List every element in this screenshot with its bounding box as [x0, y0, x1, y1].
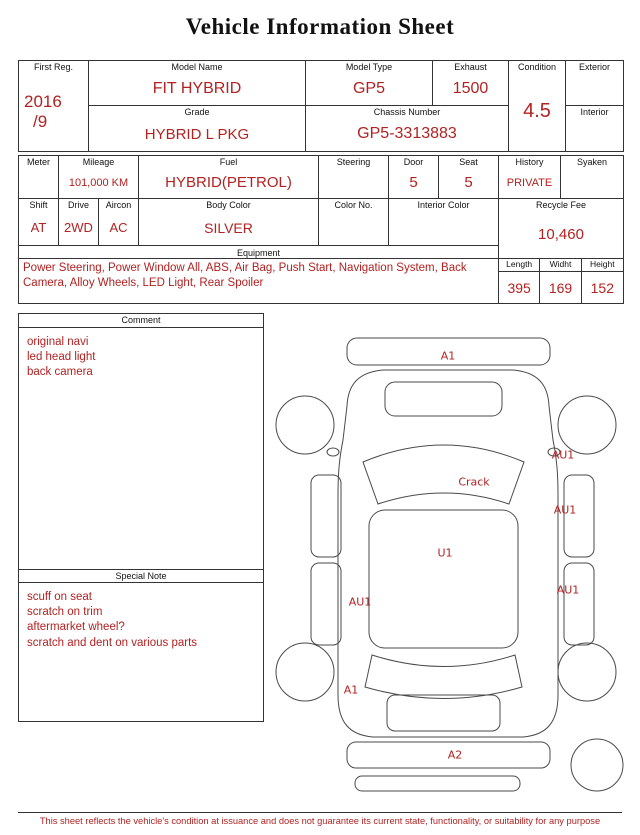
field-body-color [139, 199, 319, 246]
first-reg-label: First Reg. [33, 62, 73, 72]
width-label: Widht [540, 259, 581, 272]
mileage-value: 101,000 KM [68, 176, 129, 189]
chassis-number-value: GP5-3313883 [357, 125, 457, 142]
damage-label-right-front-door: AU1 [553, 503, 577, 517]
damage-label-left-rear-quarter: A1 [343, 683, 359, 697]
height-value: 152 [590, 279, 614, 296]
model-type-label: Model Type [345, 62, 393, 72]
car-outline-shapes [276, 338, 623, 791]
color-no-value [319, 210, 388, 245]
left-front-door-panel [311, 475, 341, 557]
color-no-label: Color No. [334, 200, 373, 210]
interior-value [566, 117, 623, 151]
vehicle-info-table-bottom [18, 155, 624, 304]
field-fuel [139, 156, 319, 199]
first-reg-year: 2016 [24, 91, 62, 111]
drive-value: 2WD [64, 220, 93, 235]
special-note-line: scratch on trim [27, 606, 103, 619]
comment-line: back camera [27, 366, 93, 379]
field-interior-color [389, 199, 499, 246]
damage-label-right-front-fender: AU1 [551, 448, 575, 462]
right-rear-door-panel [564, 563, 594, 645]
exhaust-value: 1500 [452, 79, 489, 97]
car-diagram-svg [265, 310, 640, 800]
footer-disclaimer: This sheet reflects the vehicle's condition at issuance and does not guarantee its current state, functionality, or suitability for any purpose [39, 816, 601, 826]
field-drive [59, 199, 99, 246]
model-name-value: FIT HYBRID [152, 79, 242, 97]
roof-shape [369, 510, 518, 648]
field-chassis-number [306, 106, 509, 151]
field-grade [89, 106, 306, 151]
width-value: 169 [540, 272, 581, 303]
comment-box [18, 313, 264, 722]
mileage-label: Mileage [82, 157, 115, 167]
windshield-shape [363, 445, 524, 504]
field-door [389, 156, 439, 199]
fuel-value: HYBRID(PETROL) [165, 174, 292, 191]
recycle-fee-label: Recycle Fee [535, 200, 587, 210]
comment-body [19, 328, 263, 569]
field-condition [509, 61, 566, 151]
damage-label-left-rear-door: AU1 [348, 595, 372, 609]
aircon-label: Aircon [105, 200, 132, 210]
field-first-reg [19, 61, 89, 151]
dimensions-table [499, 259, 623, 303]
page-title: Vehicle Information Sheet [185, 14, 455, 39]
damage-labels [344, 350, 580, 762]
damage-label-right-rear-door: AU1 [556, 583, 580, 597]
damage-label-floor: U1 [437, 546, 453, 560]
door-value: 5 [409, 174, 418, 191]
special-note-header: Special Note [19, 569, 263, 583]
condition-label: Condition [517, 62, 557, 72]
length-value: 395 [499, 272, 540, 303]
exhaust-label: Exhaust [454, 62, 487, 72]
exterior-value [566, 72, 623, 105]
rear-left-wheel [276, 643, 334, 701]
meter-value [19, 167, 58, 198]
comment-line: led head light [27, 351, 96, 364]
left-rear-door-panel [311, 563, 341, 645]
comment-header: Comment [19, 314, 263, 328]
field-meter [19, 156, 59, 199]
aircon-value: AC [109, 220, 128, 235]
syaken-label: Syaken [576, 157, 608, 167]
vehicle-info-table-top [18, 60, 624, 152]
first-reg-month: /9 [33, 111, 48, 131]
interior-color-value [389, 210, 498, 245]
field-mileage [59, 156, 139, 199]
damage-label-windshield-crack: Crack [458, 475, 490, 489]
height-label: Height [582, 259, 623, 272]
grade-label: Grade [184, 107, 210, 117]
field-recycle-fee [499, 199, 623, 259]
equipment-value: Power Steering, Power Window All, ABS, Air Bag, Push Start, Navigation System, Back Camera, Alloy Wheels, LED Light, Rear Spoiler [23, 262, 467, 289]
model-name-label: Model Name [171, 62, 223, 72]
field-history [499, 156, 561, 199]
left-mirror [327, 448, 339, 456]
interior-label: Interior [580, 107, 609, 117]
field-aircon [99, 199, 139, 246]
special-note-line: scuff on seat [27, 591, 92, 603]
front-left-wheel [276, 396, 334, 454]
field-model-type [306, 61, 433, 106]
damage-label-rear-bumper: A2 [447, 748, 463, 762]
footer-divider [18, 812, 622, 826]
drive-label: Drive [67, 200, 89, 210]
field-model-name [89, 61, 306, 106]
field-interior [566, 106, 623, 151]
comment-line: original navi [27, 336, 89, 348]
hood-detail [385, 382, 502, 416]
seat-value: 5 [464, 174, 473, 191]
equipment-label: Equipment [236, 247, 281, 258]
special-note-line: aftermarket wheel? [27, 621, 125, 634]
car-damage-diagram [265, 310, 640, 800]
rear-lower-strip [355, 776, 520, 791]
field-seat [439, 156, 499, 199]
rear-glass-shape [365, 655, 522, 699]
field-steering [319, 156, 389, 199]
front-right-wheel [558, 396, 616, 454]
condition-value: 4.5 [523, 100, 551, 122]
field-exhaust [433, 61, 509, 106]
length-label: Length [499, 259, 540, 272]
seat-label: Seat [459, 157, 478, 167]
steering-label: Steering [336, 157, 371, 167]
damage-label-front-bumper: A1 [440, 349, 456, 363]
chassis-number-label: Chassis Number [373, 107, 441, 117]
field-shift [19, 199, 59, 246]
field-exterior [566, 61, 623, 106]
field-color-no [319, 199, 389, 246]
history-label: History [515, 157, 544, 167]
first-reg-value [19, 72, 88, 151]
meter-label: Meter [26, 157, 50, 167]
rear-right-wheel [558, 643, 616, 701]
body-color-label: Body Color [206, 200, 251, 210]
spare-tire [571, 739, 623, 791]
special-note-body [19, 583, 263, 721]
interior-color-label: Interior Color [417, 200, 470, 210]
history-value: PRIVATE [506, 176, 553, 189]
fuel-label: Fuel [219, 157, 238, 167]
trunk-detail [387, 695, 500, 731]
shift-label: Shift [29, 200, 48, 210]
recycle-fee-value: 10,460 [538, 225, 584, 243]
field-syaken [561, 156, 623, 199]
steering-value [319, 167, 388, 198]
exterior-label: Exterior [578, 62, 610, 72]
grade-value: HYBRID L PKG [144, 125, 250, 143]
syaken-value [561, 167, 623, 198]
equipment-header [19, 246, 499, 259]
body-color-value: SILVER [204, 219, 253, 236]
special-note-line: scratch and dent on various parts [27, 636, 198, 649]
shift-value: AT [30, 220, 47, 235]
model-type-value: GP5 [352, 79, 385, 97]
field-equipment [19, 259, 499, 303]
door-label: Door [403, 157, 424, 167]
